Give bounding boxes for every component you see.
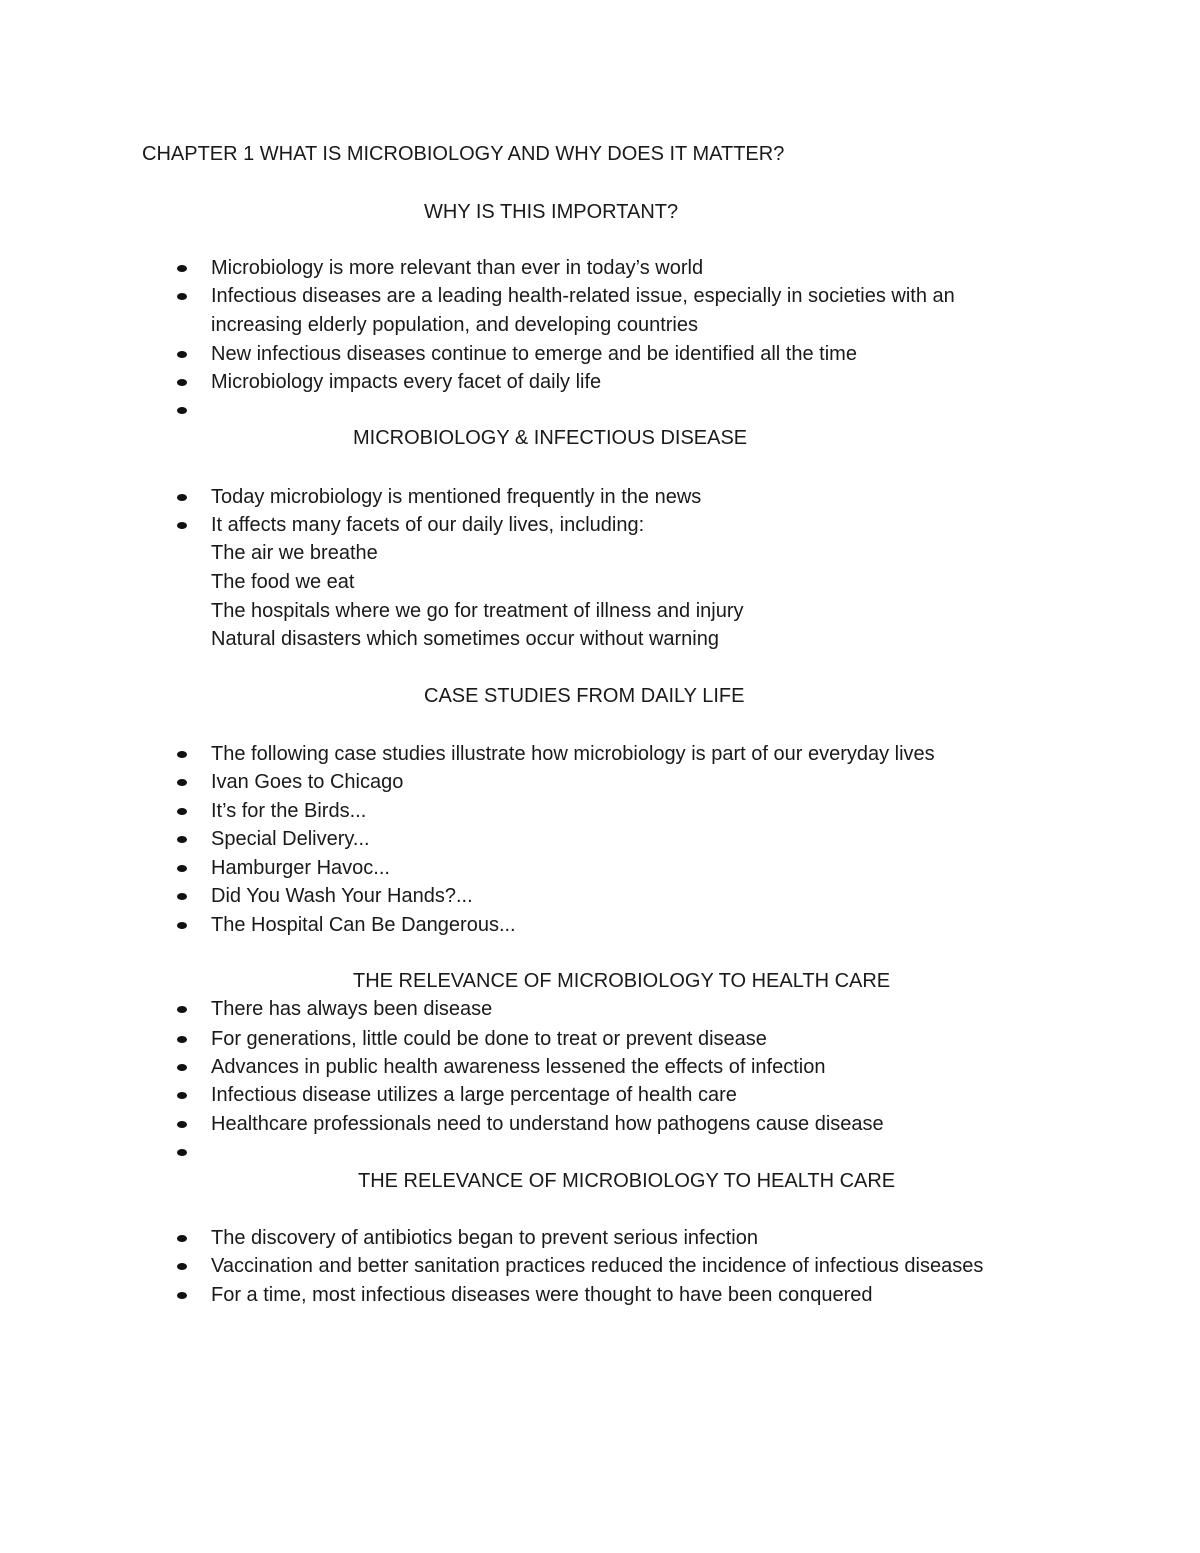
- section-heading-microbiology-infectious-disease: MICROBIOLOGY & INFECTIOUS DISEASE: [353, 427, 748, 449]
- bullet-icon: [177, 922, 187, 929]
- bullet-icon: [177, 808, 187, 815]
- bullet-icon: [177, 1235, 187, 1242]
- bullet-icon: [177, 407, 187, 414]
- list-item: For a time, most infectious diseases were thought to have been conquered: [211, 1284, 873, 1306]
- bullet-icon: [177, 293, 187, 300]
- chapter-title: CHAPTER 1 WHAT IS MICROBIOLOGY AND WHY DOES IT MATTER?: [142, 143, 785, 165]
- bullet-icon: [177, 494, 187, 501]
- bullet-icon: [177, 751, 187, 758]
- list-item: Infectious disease utilizes a large percentage of health care: [211, 1084, 737, 1106]
- list-subitem: Natural disasters which sometimes occur without warning: [211, 628, 719, 650]
- list-item: Vaccination and better sanitation practices reduced the incidence of infectious diseases: [211, 1255, 984, 1277]
- list-item: There has always been disease: [211, 998, 493, 1020]
- list-item: Today microbiology is mentioned frequently in the news: [211, 486, 702, 508]
- bullet-icon: [177, 265, 187, 272]
- bullet-icon: [177, 1092, 187, 1099]
- bullet-icon: [177, 351, 187, 358]
- bullet-icon: [177, 779, 187, 786]
- list-item: The following case studies illustrate how microbiology is part of our everyday lives: [211, 743, 935, 765]
- list-item: Microbiology is more relevant than ever in today’s world: [211, 257, 704, 279]
- bullet-icon: [177, 1292, 187, 1299]
- section-heading-relevance-health-care: THE RELEVANCE OF MICROBIOLOGY TO HEALTH CARE: [353, 970, 891, 992]
- list-subitem: The food we eat: [211, 571, 355, 593]
- bullet-icon: [177, 1064, 187, 1071]
- bullet-icon: [177, 836, 187, 843]
- list-item: For generations, little could be done to treat or prevent disease: [211, 1028, 767, 1050]
- bullet-icon: [177, 893, 187, 900]
- bullet-icon: [177, 1263, 187, 1270]
- list-item: It’s for the Birds...: [211, 800, 367, 822]
- list-item: It affects many facets of our daily lives, including:: [211, 514, 645, 536]
- list-item: Microbiology impacts every facet of daily life: [211, 371, 602, 393]
- list-subitem: The air we breathe: [211, 542, 378, 564]
- bullet-icon: [177, 865, 187, 872]
- bullet-icon: [177, 1121, 187, 1128]
- list-item: The Hospital Can Be Dangerous...: [211, 914, 516, 936]
- bullet-icon: [177, 379, 187, 386]
- bullet-icon: [177, 1006, 187, 1013]
- section-heading-relevance-health-care-2: THE RELEVANCE OF MICROBIOLOGY TO HEALTH CARE: [358, 1170, 896, 1192]
- list-item: Did You Wash Your Hands?...: [211, 885, 473, 907]
- bullet-icon: [177, 522, 187, 529]
- section-heading-case-studies: CASE STUDIES FROM DAILY LIFE: [424, 685, 745, 707]
- list-item: Ivan Goes to Chicago: [211, 771, 404, 793]
- list-item: New infectious diseases continue to emerge and be identified all the time: [211, 343, 857, 365]
- list-item: Infectious diseases are a leading health-related issue, especially in societies with an: [211, 285, 955, 307]
- list-item: Advances in public health awareness lessened the effects of infection: [211, 1056, 826, 1078]
- list-subitem: The hospitals where we go for treatment of illness and injury: [211, 600, 744, 622]
- list-item: Special Delivery...: [211, 828, 370, 850]
- list-item-continuation: increasing elderly population, and developing countries: [211, 314, 698, 336]
- bullet-icon: [177, 1149, 187, 1156]
- list-item: Healthcare professionals need to understand how pathogens cause disease: [211, 1113, 884, 1135]
- section-heading-why-important: WHY IS THIS IMPORTANT?: [424, 201, 679, 223]
- list-item: Hamburger Havoc...: [211, 857, 390, 879]
- bullet-icon: [177, 1036, 187, 1043]
- list-item: The discovery of antibiotics began to prevent serious infection: [211, 1227, 758, 1249]
